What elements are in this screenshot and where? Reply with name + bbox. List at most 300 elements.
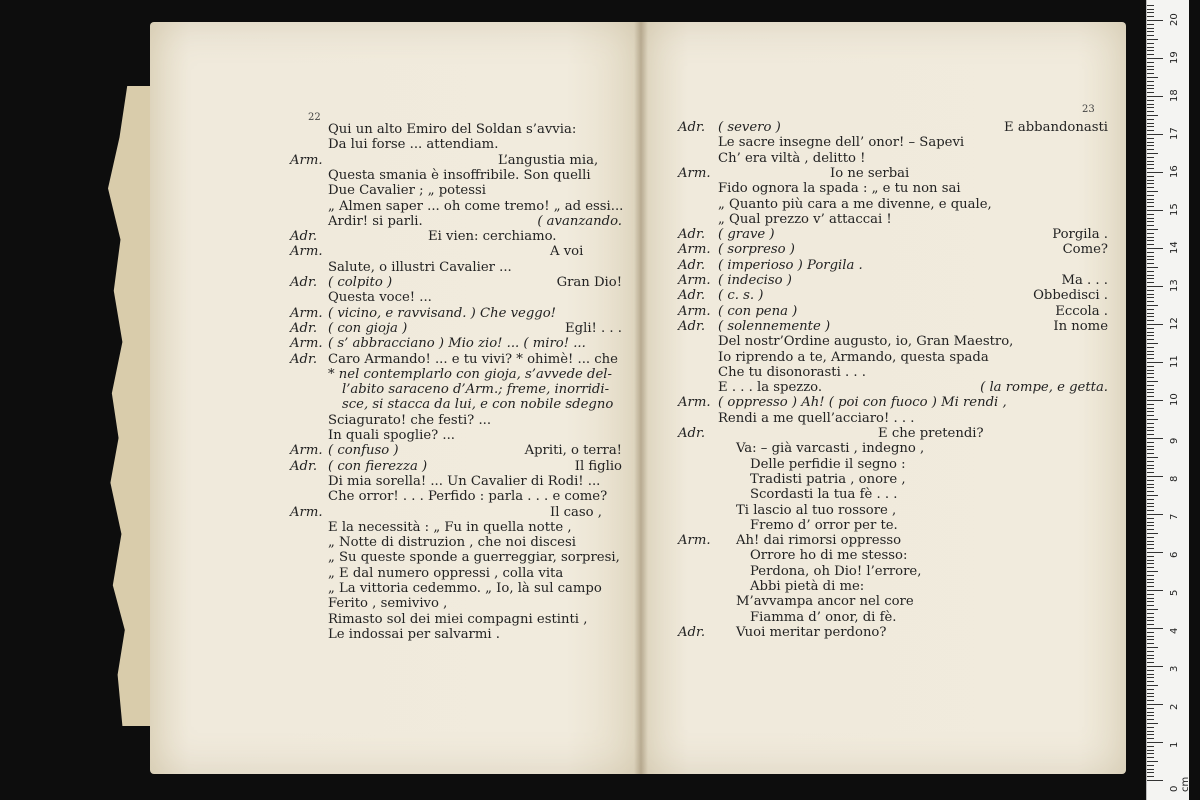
speaker-label: Adr. <box>678 257 706 273</box>
text-line: Va: – già varcasti , indegno , <box>736 441 925 457</box>
ruler-tick <box>1147 305 1158 306</box>
text-line: ( s’ abbracciano ) Mio zio! ... ( miro! ... <box>328 336 586 352</box>
speaker-label: Adr. <box>290 275 318 290</box>
ruler-tick <box>1147 503 1154 504</box>
ruler-tick <box>1147 58 1163 59</box>
ruler-tick <box>1147 693 1154 694</box>
text-line: ( grave ) <box>718 227 775 243</box>
ruler-tick <box>1147 294 1154 295</box>
text-line: „ Quanto più cara a me divenne, e quale, <box>718 196 992 212</box>
ruler-tick <box>1147 442 1154 443</box>
ruler-tick <box>1147 567 1154 568</box>
ruler-tick <box>1147 351 1154 352</box>
ruler-tick <box>1147 563 1154 564</box>
ruler-tick <box>1147 206 1154 207</box>
ruler-tick <box>1147 731 1154 732</box>
text-line: Fremo d’ orror per te. <box>750 517 898 533</box>
ruler-tick <box>1147 430 1154 431</box>
ruler-tick <box>1147 533 1158 534</box>
speaker-label: Adr. <box>678 288 706 304</box>
text-line: ( colpito ) <box>328 275 393 290</box>
ruler-tick <box>1147 522 1154 523</box>
ruler-tick <box>1147 396 1154 397</box>
aside-text: Apriti, o terra! <box>524 443 622 459</box>
ruler-tick <box>1147 373 1154 374</box>
ruler-tick <box>1147 579 1154 580</box>
text-line: * nel contemplarlo con gioja, s’avvede del- <box>328 366 612 382</box>
ruler-number: 9 <box>1169 437 1180 444</box>
speaker-label: Arm. <box>678 395 711 411</box>
text-line: ( solennemente ) <box>718 318 831 334</box>
ruler-number: 6 <box>1169 551 1180 558</box>
speaker-label: Arm. <box>678 165 711 181</box>
text-line: ( con gioja ) <box>328 320 408 336</box>
ruler-tick <box>1147 164 1154 165</box>
ruler-tick <box>1147 168 1154 169</box>
ruler-tick <box>1147 309 1154 310</box>
ruler-number: 15 <box>1169 203 1180 216</box>
ruler-tick <box>1147 742 1163 743</box>
ruler-tick <box>1147 218 1154 219</box>
ruler-tick <box>1147 176 1154 177</box>
ruler-tick <box>1147 347 1154 348</box>
speaker-label: Adr. <box>678 227 706 243</box>
ruler-tick <box>1147 681 1154 682</box>
ruler-tick <box>1147 765 1154 766</box>
text-line: „ Qual prezzo v’ attaccai ! <box>718 211 892 227</box>
text-line: „ La vittoria cedemmo. „ Io, là sul campo <box>328 581 602 596</box>
speaker-label: Arm. <box>290 443 323 459</box>
aside-text: E abbandonasti <box>1004 120 1108 135</box>
ruler-tick <box>1147 628 1163 629</box>
ruler-tick <box>1147 237 1154 238</box>
ruler-tick <box>1147 77 1158 78</box>
ruler-tick <box>1147 613 1154 614</box>
ruler-tick <box>1147 187 1154 188</box>
ruler-tick <box>1147 229 1158 230</box>
ruler-tick <box>1147 677 1154 678</box>
ruler-tick <box>1147 62 1154 63</box>
ruler-tick <box>1147 161 1154 162</box>
ruler-tick <box>1147 484 1154 485</box>
text-line: Perdona, oh Dio! l’errore, <box>750 563 922 579</box>
ruler-tick <box>1147 700 1154 701</box>
ruler-tick <box>1147 35 1154 36</box>
text-line: Rendi a me quell’acciaro! . . . <box>718 410 915 426</box>
ruler-tick <box>1147 256 1154 257</box>
left-page-number: 22 <box>308 112 321 123</box>
ruler-tick <box>1147 31 1154 32</box>
ruler-tick <box>1147 111 1154 112</box>
text-line: ( indeciso ) <box>718 273 792 288</box>
ruler-tick <box>1147 297 1154 298</box>
text-line: Abbi pietà di me: <box>750 579 865 594</box>
ruler-tick <box>1147 138 1154 139</box>
ruler-tick <box>1147 69 1154 70</box>
ruler-unit-label: 0 cm <box>1169 776 1191 792</box>
text-line: Ardir! si parli. <box>328 213 423 229</box>
ruler-tick <box>1147 282 1154 283</box>
ruler-tick <box>1147 655 1154 656</box>
ruler-tick <box>1147 335 1154 336</box>
ruler-tick <box>1147 358 1154 359</box>
speaker-label: Arm. <box>678 273 711 288</box>
ruler-tick <box>1147 438 1163 439</box>
text-line: Da lui forse ... attendiam. <box>328 137 499 153</box>
ruler-tick <box>1147 381 1158 382</box>
ruler-tick <box>1147 332 1154 333</box>
ruler-tick <box>1147 271 1154 272</box>
ruler-tick <box>1147 107 1154 108</box>
ruler-tick <box>1147 267 1158 268</box>
ruler-tick <box>1147 487 1154 488</box>
aside-text: In nome <box>1053 318 1108 334</box>
ruler-tick <box>1147 662 1154 663</box>
torn-page-edge <box>108 86 156 726</box>
ruler-tick <box>1147 275 1154 276</box>
ruler-tick <box>1147 408 1154 409</box>
aside-text: Eccola . <box>1055 303 1108 319</box>
ruler-tick <box>1147 123 1154 124</box>
ruler-number: 20 <box>1169 13 1180 26</box>
ruler-tick <box>1147 696 1154 697</box>
ruler-tick <box>1147 723 1158 724</box>
text-line: „ Notte di distruzion , che noi discesi <box>328 535 576 551</box>
ruler-tick <box>1147 233 1154 234</box>
ruler-number: 16 <box>1169 165 1180 178</box>
ruler-tick <box>1147 214 1154 215</box>
ruler-number: 3 <box>1169 665 1180 672</box>
ruler-number: 5 <box>1169 589 1180 596</box>
text-line: ( con fierezza ) <box>328 458 428 474</box>
ruler-tick <box>1147 427 1154 428</box>
text-line: Le indossai per salvarmi . <box>328 626 500 642</box>
text-line: Che tu disonorasti . . . <box>718 364 866 380</box>
ruler-tick <box>1147 761 1158 762</box>
text-line: Qui un alto Emiro del Soldan s’avvia: <box>328 122 577 137</box>
text-line: Io riprendo a te, Armando, questa spada <box>718 349 989 365</box>
ruler-number: 18 <box>1169 89 1180 102</box>
ruler-tick <box>1147 12 1154 13</box>
ruler-tick <box>1147 708 1154 709</box>
aside-text: Il figlio <box>574 458 622 474</box>
speaker-label: Arm. <box>290 504 323 520</box>
ruler-tick <box>1147 461 1154 462</box>
ruler-tick <box>1147 457 1158 458</box>
ruler-tick <box>1147 746 1154 747</box>
text-line: sce, si stacca da lui, e con nobile sdegno <box>342 397 614 413</box>
ruler-tick <box>1147 145 1154 146</box>
ruler-tick <box>1147 734 1154 735</box>
measurement-ruler <box>1146 0 1189 800</box>
text-line: Fiamma d’ onor, di fè. <box>750 609 897 625</box>
text-line: „ Su queste sponde a guerreggiar, sorpresi, <box>328 550 620 566</box>
speaker-label: Arm. <box>290 336 323 352</box>
ruler-tick <box>1147 362 1163 363</box>
ruler-tick <box>1147 404 1154 405</box>
text-line: ( imperioso ) Porgila . <box>718 257 863 273</box>
ruler-tick <box>1147 392 1154 393</box>
ruler-tick <box>1147 221 1154 222</box>
ruler-number: 13 <box>1169 279 1180 292</box>
text-line: Ferito , semivivo , <box>328 596 448 612</box>
ruler-tick <box>1147 544 1154 545</box>
speaker-label: Arm. <box>290 152 323 168</box>
ruler-tick <box>1147 85 1154 86</box>
text-line: Di mia sorella! ... Un Cavalier di Rodi! ... <box>328 473 601 489</box>
aside-text: ( avanzando. <box>537 213 622 229</box>
text-line: Ah! dai rimorsi oppresso <box>736 533 902 549</box>
ruler-tick <box>1147 685 1158 686</box>
ruler-number: 14 <box>1169 241 1180 254</box>
ruler-tick <box>1147 674 1154 675</box>
ruler-number: 8 <box>1169 475 1180 482</box>
ruler-tick <box>1147 400 1163 401</box>
ruler-tick <box>1147 157 1154 158</box>
speaker-label: Arm. <box>290 305 323 321</box>
ruler-tick <box>1147 115 1158 116</box>
ruler-tick <box>1147 202 1154 203</box>
ruler-tick <box>1147 316 1154 317</box>
ruler-tick <box>1147 313 1154 314</box>
ruler-tick <box>1147 16 1154 17</box>
text-line: M’avvampa ancor nel core <box>736 594 914 610</box>
text-line: Ti lascio al tuo rossore , <box>736 502 897 518</box>
ruler-tick <box>1147 617 1154 618</box>
ruler-tick <box>1147 199 1154 200</box>
text-line: Questa smania è insoffribile. Son quelli <box>328 167 591 183</box>
ruler-tick <box>1147 225 1154 226</box>
ruler-number: 1 <box>1169 741 1180 748</box>
ruler-tick <box>1147 142 1154 143</box>
ruler-tick <box>1147 582 1154 583</box>
ruler-tick <box>1147 772 1154 773</box>
aside-text: Ma . . . <box>1061 273 1108 288</box>
ruler-tick <box>1147 769 1154 770</box>
speaker-label: Adr. <box>290 320 318 336</box>
ruler-tick <box>1147 605 1154 606</box>
text-line: Scordasti la tua fè . . . <box>750 487 898 503</box>
speaker-label: Arm. <box>678 242 711 258</box>
text-line: ( con pena ) <box>718 303 798 319</box>
text-line: Fido ognora la spada : „ e tu non sai <box>718 181 961 197</box>
ruler-tick <box>1147 54 1154 55</box>
text-line: Vuoi meritar perdono? <box>736 624 887 640</box>
text-line: Le sacre insegne dell’ onor! – Sapevi <box>718 135 965 151</box>
ruler-tick <box>1147 172 1163 173</box>
text-line: l’abito saraceno d’Arm.; freme, inorridi- <box>342 382 610 398</box>
text-line: ( confuso ) <box>328 443 399 459</box>
ruler-tick <box>1147 73 1154 74</box>
ruler-tick <box>1147 476 1163 477</box>
ruler-tick <box>1147 525 1154 526</box>
ruler-tick <box>1147 601 1154 602</box>
text-line: „ E dal numero oppressi , colla vita <box>328 565 564 581</box>
ruler-tick <box>1147 423 1154 424</box>
ruler-tick <box>1147 43 1154 44</box>
ruler-tick <box>1147 506 1154 507</box>
speaker-label: Adr. <box>290 351 318 367</box>
left-page <box>150 22 640 774</box>
ruler-tick <box>1147 453 1154 454</box>
ruler-tick <box>1147 757 1154 758</box>
ruler-tick <box>1147 727 1154 728</box>
ruler-tick <box>1147 643 1154 644</box>
ruler-tick <box>1147 510 1154 511</box>
ruler-tick <box>1147 598 1154 599</box>
ruler-tick <box>1147 632 1154 633</box>
text-line: Due Cavalier ; „ potessi <box>328 183 486 199</box>
ruler-tick <box>1147 658 1154 659</box>
ruler-tick <box>1147 468 1154 469</box>
ruler-tick <box>1147 712 1154 713</box>
speaker-label: Arm. <box>678 303 711 319</box>
text-line: Ch’ era viltà , delitto ! <box>718 150 866 166</box>
ruler-tick <box>1147 210 1163 211</box>
ruler-tick <box>1147 320 1154 321</box>
ruler-tick <box>1147 339 1154 340</box>
ruler-tick <box>1147 119 1154 120</box>
ruler-tick <box>1147 244 1154 245</box>
text-line: E . . . la spezzo. <box>718 380 823 396</box>
ruler-tick <box>1147 149 1154 150</box>
ruler-tick <box>1147 50 1154 51</box>
ruler-tick <box>1147 100 1154 101</box>
text-line: Che orror! . . . Perfido : parla . . . e come? <box>328 489 608 505</box>
ruler-tick <box>1147 96 1163 97</box>
ruler-tick <box>1147 624 1154 625</box>
ruler-tick <box>1147 537 1154 538</box>
aside-text: Egli! . . . <box>565 320 622 336</box>
text-line: ( severo ) <box>718 120 781 135</box>
ruler-tick <box>1147 81 1154 82</box>
ruler-tick <box>1147 191 1158 192</box>
ruler-tick <box>1147 465 1154 466</box>
text-line: Delle perfidie il segno : <box>750 456 906 472</box>
ruler-tick <box>1147 590 1163 591</box>
text-line: Il caso , <box>550 504 602 520</box>
right-page-number: 23 <box>1082 104 1095 115</box>
aside-text: Obbedisci . <box>1033 288 1108 304</box>
ruler-tick <box>1147 586 1154 587</box>
aside-text: Gran Dio! <box>556 275 622 290</box>
speaker-label: Adr. <box>678 624 706 640</box>
text-line: „ Almen saper ... oh come tremo! „ ad essi... <box>328 198 624 214</box>
ruler-tick <box>1147 552 1163 553</box>
ruler-tick <box>1147 9 1154 10</box>
ruler-tick <box>1147 647 1158 648</box>
text-line: A voi <box>550 244 584 260</box>
ruler-tick <box>1147 183 1154 184</box>
ruler-tick <box>1147 776 1154 777</box>
ruler-tick <box>1147 39 1158 40</box>
ruler-tick <box>1147 541 1154 542</box>
ruler-number: 7 <box>1169 513 1180 520</box>
speaker-label: Adr. <box>678 120 706 135</box>
speaker-label: Adr. <box>290 229 318 245</box>
text-line: Caro Armando! ... e tu vivi? * ohimè! ... che <box>328 351 618 367</box>
ruler-tick <box>1147 529 1154 530</box>
ruler-tick <box>1147 480 1154 481</box>
text-line: Orrore ho di me stesso: <box>750 548 908 564</box>
ruler-tick <box>1147 449 1154 450</box>
text-line: ( oppresso ) Ah! ( poi con fuoco ) Mi rendi , <box>718 395 1007 411</box>
text-line: Io ne serbai <box>830 165 910 181</box>
text-line: E la necessità : „ Fu in quella notte , <box>328 519 572 535</box>
right-page <box>640 22 1126 774</box>
ruler-tick <box>1147 434 1154 435</box>
text-line: Ei vien: cerchiamo. <box>428 229 557 245</box>
ruler-tick <box>1147 495 1158 496</box>
text-line: Tradisti patria , onore , <box>750 471 906 487</box>
ruler-tick <box>1147 719 1154 720</box>
speaker-label: Adr. <box>678 426 706 441</box>
ruler-tick <box>1147 715 1154 716</box>
ruler-tick <box>1147 518 1154 519</box>
ruler-tick <box>1147 753 1154 754</box>
ruler-tick <box>1147 354 1154 355</box>
ruler-tick <box>1147 180 1154 181</box>
speaker-label: Adr. <box>678 318 706 334</box>
ruler-tick <box>1147 259 1154 260</box>
aside-text: ( la rompe, e getta. <box>980 380 1108 396</box>
ruler-tick <box>1147 560 1154 561</box>
ruler-number: 4 <box>1169 627 1180 634</box>
text-line: ( sorpreso ) <box>718 242 795 258</box>
text-line: In quali spoglie? ... <box>328 428 455 443</box>
aside-text: Come? <box>1062 242 1108 258</box>
ruler-tick <box>1147 514 1163 515</box>
ruler-number: 2 <box>1169 703 1180 710</box>
text-line: ( c. s. ) <box>718 288 764 304</box>
ruler-tick <box>1147 472 1154 473</box>
ruler-tick <box>1147 548 1154 549</box>
ruler-tick <box>1147 134 1163 135</box>
ruler-tick <box>1147 499 1154 500</box>
ruler-tick <box>1147 377 1154 378</box>
text-line: Del nostr’Ordine augusto, io, Gran Maestro, <box>718 334 1014 350</box>
ruler-tick <box>1147 670 1154 671</box>
ruler-tick <box>1147 446 1154 447</box>
ruler-tick <box>1147 130 1154 131</box>
ruler-tick <box>1147 750 1154 751</box>
ruler-tick <box>1147 66 1154 67</box>
ruler-tick <box>1147 575 1154 576</box>
text-line: L’angustia mia, <box>498 152 599 168</box>
ruler-tick <box>1147 419 1158 420</box>
ruler-tick <box>1147 556 1154 557</box>
ruler-tick <box>1147 5 1154 6</box>
ruler-tick <box>1147 252 1154 253</box>
ruler-number: 11 <box>1169 355 1180 368</box>
ruler-tick <box>1147 780 1163 781</box>
ruler-tick <box>1147 594 1154 595</box>
ruler-tick <box>1147 195 1154 196</box>
text-line: Salute, o illustri Cavalier ... <box>328 259 512 275</box>
ruler-tick <box>1147 370 1154 371</box>
ruler-tick <box>1147 571 1158 572</box>
ruler-tick <box>1147 92 1154 93</box>
ruler-tick <box>1147 104 1154 105</box>
ruler-tick <box>1147 666 1163 667</box>
ruler-tick <box>1147 153 1158 154</box>
ruler-tick <box>1147 689 1154 690</box>
ruler-tick <box>1147 620 1154 621</box>
ruler-number: 19 <box>1169 51 1180 64</box>
ruler-number: 10 <box>1169 393 1180 406</box>
ruler-tick <box>1147 704 1163 705</box>
ruler-tick <box>1147 240 1154 241</box>
